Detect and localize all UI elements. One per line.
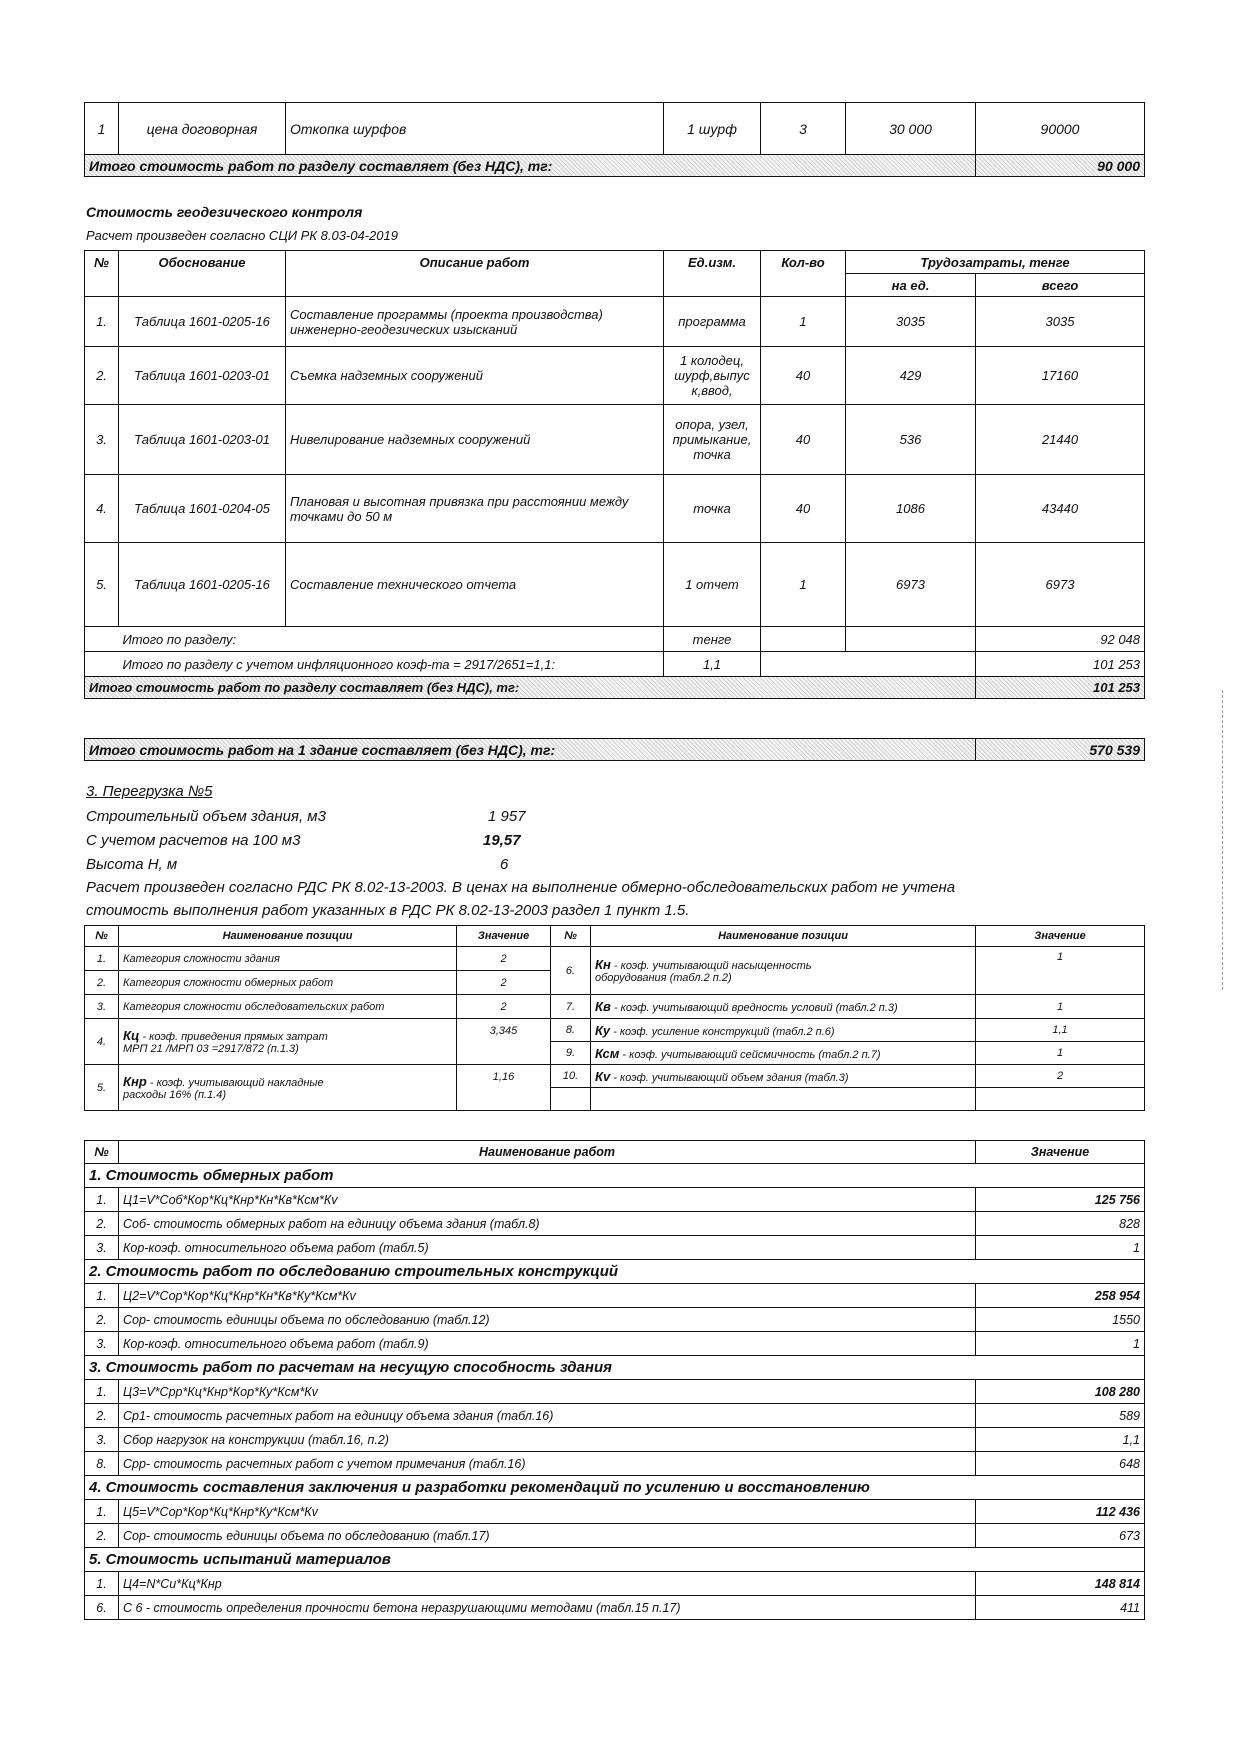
coefficient-desc: - коэф. учитывающий накладные [146,1077,324,1089]
work-name: Кор-коэф. относительного объема работ (табл.9) [119,1332,976,1356]
description-cell: Плановая и высотная привязка при расстоянии между точками до 50 м [286,475,664,543]
row-number: 1. [85,1572,119,1596]
calc-note: стоимость выполнения работ указанных в РДС РК 8.02-13-2003 раздел 1 пункт 1.5. [86,902,690,919]
coefficient-desc: оборудования (табл.2 п.2) [595,972,732,984]
work-value: 1 [976,1236,1145,1260]
overload-title: 3. Перегрузка №5 [86,783,213,800]
coefficient-name [591,947,976,995]
work-name: С 6 - стоимость определения прочности бетона неразрушающими методами (табл.15 п.17) [119,1596,976,1620]
section-title: 2. Стоимость работ по обследованию строительных конструкций [85,1260,1145,1284]
coefficient-desc: - коэф. учитывающий насыщенность [610,960,812,972]
section-header-row [85,1164,1145,1188]
row-number: 1. [85,1380,119,1404]
work-value: 258 954 [976,1284,1145,1308]
coefficient-symbol: Кv [595,1068,611,1084]
per-unit-cell: 1086 [846,475,976,543]
section-header-row [85,1260,1145,1284]
work-name: Ц4=N*Cи*Кц*Кнр [119,1572,976,1596]
quantity-cell: 40 [761,475,846,543]
coefficient-symbol: Ку [595,1022,611,1038]
per-unit-cell: 429 [846,347,976,405]
table-row [85,1308,1145,1332]
unit-cell: 1 отчет [664,543,761,627]
row-number: 1. [85,947,119,971]
quantity-cell: 40 [761,347,846,405]
table-row [85,1380,1145,1404]
price-cell: 30 000 [846,103,976,155]
coefficient-name [119,1019,457,1065]
row-number: 3. [85,1236,119,1260]
inflation-row [85,652,1145,677]
row-number: 3. [85,405,119,475]
coefficient-symbol: Кв [595,999,611,1014]
section-header-row [85,1476,1145,1500]
table-row [85,1596,1145,1620]
work-name: Сор- стоимость единицы объема по обследованию (табл.12) [119,1308,976,1332]
description-cell: Составление технического отчета [286,543,664,627]
header-num: № [85,926,119,947]
table-row [85,103,1145,155]
header-total: всего [976,274,1145,297]
coefficient-desc: - коэф. учитывающий сейсмичность (табл.2 п.7) [619,1048,881,1061]
per-unit-cell: 536 [846,405,976,475]
header-description: Описание работ [286,251,664,297]
coefficient-value: 3,345 [457,1019,551,1065]
section-total-value: 90 000 [976,155,1145,177]
table-row [85,995,1145,1019]
quantity-cell: 1 [761,297,846,347]
work-name: Ц5=V*Cор*Кор*Кц*Кнр*Ку*Ксм*Кv [119,1500,976,1524]
coefficient-symbol: Кнр [123,1074,147,1089]
work-value: 589 [976,1404,1145,1428]
quantity-cell: 3 [761,103,846,155]
total-cell: 21440 [976,405,1145,475]
coefficient-name: Категория сложности обмерных работ [119,971,457,995]
coefficient-value: 2 [457,995,551,1019]
subtotal-unit: тенге [664,627,761,652]
unit-cell: точка [664,475,761,543]
quantity-cell: 40 [761,405,846,475]
coefficient-value: 2 [457,947,551,971]
row-number: 1. [85,1188,119,1212]
coefficient-name [591,1065,976,1088]
row-number: 8. [85,1452,119,1476]
row-number: 3. [85,1428,119,1452]
work-name: Ц2=V*Cор*Кор*Кц*Кнр*Кн*Кв*Ку*Ксм*Кv [119,1284,976,1308]
param-value: 6 [500,856,509,873]
unit-cell: программа [664,297,761,347]
header-unit: Ед.изм. [664,251,761,297]
unit-cell: опора, узел, примыкание, точка [664,405,761,475]
scan-margin-mark [1222,690,1224,990]
basis-cell: Таблица 1601-0204-05 [119,475,286,543]
coefficient-value: 1,16 [457,1065,551,1111]
coefficient-desc: - коэф. учитывающий объем здания (табл.3) [610,1071,849,1084]
header-name: Наименование работ [119,1141,976,1164]
inflation-value: 101 253 [976,652,1145,677]
work-value: 1550 [976,1308,1145,1332]
work-value: 648 [976,1452,1145,1476]
section-total-value: 101 253 [976,677,1145,699]
coefficient-value: 1 [976,995,1145,1019]
table-row [85,405,1145,475]
coefficient-desc: расходы 16% (п.1.4) [123,1089,227,1101]
per-unit-cell: 3035 [846,297,976,347]
row-number: 2. [85,1524,119,1548]
table-row [85,543,1145,627]
total-cell: 3035 [976,297,1145,347]
coefficient-desc: - коэф. учитывающий вредность условий (табл.2 п.3) [610,1002,898,1014]
table-row [85,297,1145,347]
header-quantity: Кол-во [761,251,846,297]
work-value: 411 [976,1596,1145,1620]
table-row [85,1428,1145,1452]
param-label: С учетом расчетов на 100 м3 [86,832,301,849]
row-number: 6. [551,947,591,995]
header-value: Значение [457,926,551,947]
description-cell: Откопка шурфов [286,103,664,155]
table-header-row [85,1141,1145,1164]
coefficient-value: 1,1 [976,1019,1145,1042]
coefficient-desc: - коэф. усиление конструкций (табл.2 п.6) [610,1025,835,1038]
section-total-label: Итого стоимость работ по разделу составляет (без НДС), тг: [85,155,976,177]
inflation-coefficient: 1,1 [664,652,761,677]
row-number: 4. [85,475,119,543]
row-number: 6. [85,1596,119,1620]
work-value: 148 814 [976,1572,1145,1596]
building-total-label: Итого стоимость работ на 1 здание составляет (без НДС), тг: [85,739,976,761]
geo-cost-table [84,250,1145,699]
section-title: 5. Стоимость испытаний материалов [85,1548,1145,1572]
work-name: Сбор нагрузок на конструкции (табл.16, п.2) [119,1428,976,1452]
coefficient-name [591,995,976,1019]
header-value: Значение [976,926,1145,947]
param-value: 19,57 [483,832,521,849]
basis-cell: Таблица 1601-0203-01 [119,347,286,405]
top-cost-table [84,102,1145,177]
geo-subtitle: Расчет произведен согласно СЦИ РК 8.03-04-2019 [86,228,398,243]
unit-cell: 1 колодец, шурф,выпус к,ввод, [664,347,761,405]
coefficient-name: Категория сложности обследовательских работ [119,995,457,1019]
coefficient-value: 2 [457,971,551,995]
table-row [85,1212,1145,1236]
total-cell: 6973 [976,543,1145,627]
row-number: 1. [85,297,119,347]
building-total-table [84,738,1145,761]
work-name: Ц3=V*Cрр*Кц*Кнр*Кор*Ку*Ксм*Кv [119,1380,976,1404]
subtotal-row [85,627,1145,652]
coefficient-symbol: Ксм [595,1045,620,1061]
table-row [85,947,1145,971]
table-row [85,1524,1145,1548]
row-number: 10. [551,1065,591,1088]
table-row [85,1065,1145,1088]
work-value: 112 436 [976,1500,1145,1524]
row-number: 8. [551,1019,591,1042]
table-row [85,1284,1145,1308]
work-value: 828 [976,1212,1145,1236]
basis-cell: Таблица 1601-0203-01 [119,405,286,475]
section-title: 1. Стоимость обмерных работ [85,1164,1145,1188]
header-num: № [85,1141,119,1164]
table-row [85,1404,1145,1428]
section-header-row [85,1356,1145,1380]
building-total-row [85,739,1145,761]
row-number: 5. [85,1065,119,1111]
description-cell: Нивелирование надземных сооружений [286,405,664,475]
section-total-row [85,677,1145,699]
basis-cell: Таблица 1601-0205-16 [119,297,286,347]
row-number: 2. [85,1212,119,1236]
coefficient-name [119,1065,457,1111]
per-unit-cell: 6973 [846,543,976,627]
table-row [85,1500,1145,1524]
coefficient-value: 2 [976,1065,1145,1088]
work-value: 673 [976,1524,1145,1548]
work-value: 108 280 [976,1380,1145,1404]
work-name: Ср1- стоимость расчетных работ на единицу объема здания (табл.16) [119,1404,976,1428]
subtotal-label: Итого по разделу: [119,627,664,652]
row-number: 1. [85,1284,119,1308]
geo-title: Стоимость геодезического контроля [86,204,363,220]
total-cell: 43440 [976,475,1145,543]
section-total-row [85,155,1145,177]
header-value: Значение [976,1141,1145,1164]
coefficient-value: 1 [976,947,1145,995]
work-name: Сор- стоимость единицы объема по обследованию (табл.17) [119,1524,976,1548]
coefficient-table [84,925,1145,1111]
table-row [85,1452,1145,1476]
table-row [85,1188,1145,1212]
section-title: 4. Стоимость составления заключения и разработки рекомендаций по усилению и восстановлению [85,1476,1145,1500]
coefficient-symbol: Кн [595,957,611,972]
total-cell: 17160 [976,347,1145,405]
calc-note: Расчет произведен согласно РДС РК 8.02-13-2003. В ценах на выполнение обмерно-обследовательских работ не учтена [86,879,956,896]
unit-cell: 1 шурф [664,103,761,155]
row-number: 7. [551,995,591,1019]
table-header-row [85,251,1145,274]
table-row [85,1332,1145,1356]
row-number: 4. [85,1019,119,1065]
header-num: № [551,926,591,947]
header-per-unit: на ед. [846,274,976,297]
row-number: 3. [85,995,119,1019]
building-total-value: 570 539 [976,739,1145,761]
header-labor-cost: Трудозатраты, тенге [846,251,1145,274]
row-number: 2. [85,1404,119,1428]
inflation-label: Итого по разделу с учетом инфляционного коэф-та = 2917/2651=1,1: [119,652,664,677]
total-cell: 90000 [976,103,1145,155]
basis-cell: Таблица 1601-0205-16 [119,543,286,627]
coefficient-value: 1 [976,1042,1145,1065]
coefficient-desc: - коэф. приведения прямых затрат [139,1031,328,1043]
section-total-label: Итого стоимость работ по разделу составляет (без НДС), тг: [85,677,976,699]
work-name: Соб- стоимость обмерных работ на единицу объема здания (табл.8) [119,1212,976,1236]
coefficient-name [591,1042,976,1065]
row-number: 2. [85,971,119,995]
table-header-row [85,926,1145,947]
param-label: Высота Н, м [86,856,178,873]
table-row [85,1572,1145,1596]
row-number: 5. [85,543,119,627]
param-label: Строительный объем здания, м3 [86,808,326,825]
coefficient-symbol: Кц [123,1028,140,1043]
table-row [85,475,1145,543]
header-name: Наименование позиции [591,926,976,947]
coefficient-name: Категория сложности здания [119,947,457,971]
header-basis: Обоснование [119,251,286,297]
works-table [84,1140,1145,1620]
basis-cell: цена договорная [119,103,286,155]
row-number: 2. [85,1308,119,1332]
subtotal-value: 92 048 [976,627,1145,652]
work-name: Кор-коэф. относительного объема работ (табл.5) [119,1236,976,1260]
param-value: 1 957 [488,808,526,825]
row-number: 1 [85,103,119,155]
row-number: 3. [85,1332,119,1356]
header-num: № [85,251,119,297]
coefficient-desc: МРП 21 /МРП 03 =2917/872 (п.1.3) [123,1043,299,1055]
table-row [85,347,1145,405]
description-cell: Съемка надземных сооружений [286,347,664,405]
row-number: 9. [551,1042,591,1065]
table-row [85,1019,1145,1042]
section-header-row [85,1548,1145,1572]
table-row [85,1236,1145,1260]
header-name: Наименование позиции [119,926,457,947]
work-value: 1,1 [976,1428,1145,1452]
coefficient-name [591,1019,976,1042]
quantity-cell: 1 [761,543,846,627]
section-title: 3. Стоимость работ по расчетам на несущую способность здания [85,1356,1145,1380]
work-name: Ц1=V*Cоб*Кор*Кц*Кнр*Кн*Кв*Ксм*Кv [119,1188,976,1212]
work-value: 1 [976,1332,1145,1356]
description-cell: Составление программы (проекта производства) инженерно-геодезических изысканий [286,297,664,347]
work-name: Срр- стоимость расчетных работ с учетом примечания (табл.16) [119,1452,976,1476]
work-value: 125 756 [976,1188,1145,1212]
row-number: 2. [85,347,119,405]
row-number: 1. [85,1500,119,1524]
